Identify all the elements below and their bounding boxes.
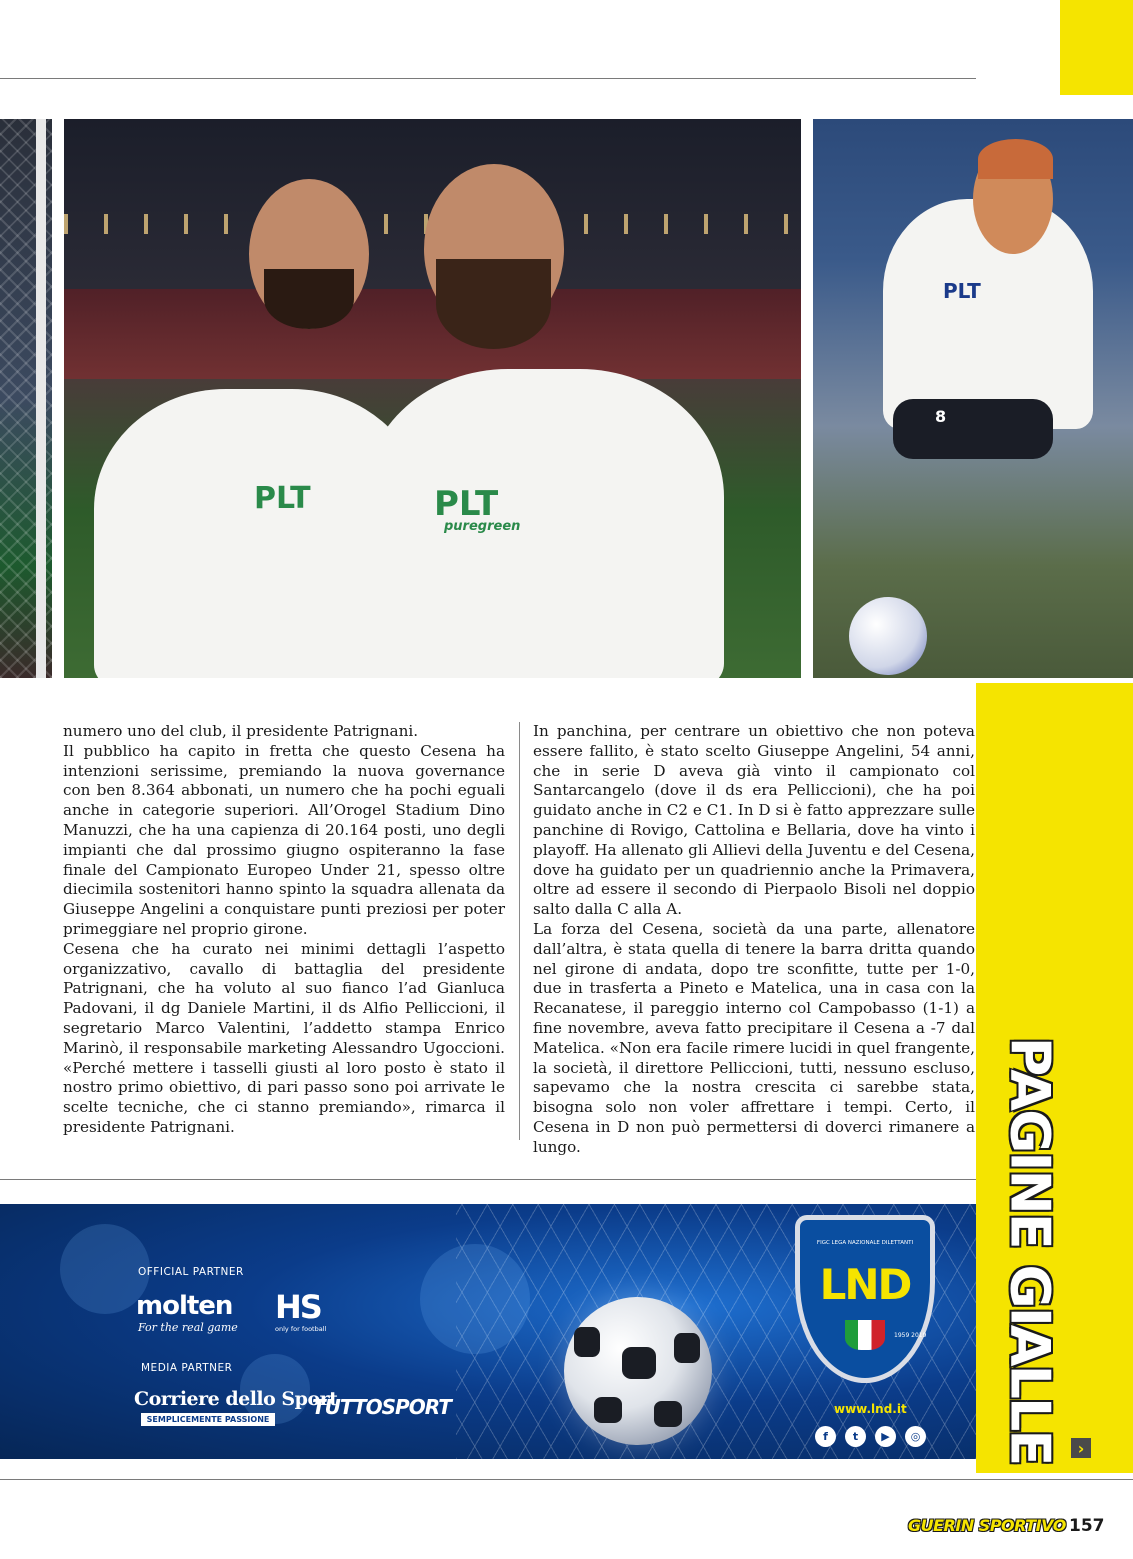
- molten-tagline: For the real game: [138, 1321, 238, 1334]
- top-rule: [0, 78, 976, 79]
- section-title-vertical: [998, 1036, 1062, 1464]
- lnd-letters: LND: [819, 1260, 911, 1309]
- sponsor-logo: PLT: [943, 279, 981, 303]
- player-shorts: [893, 399, 1053, 459]
- paragraph: La forza del Cesena, società da una parte, allenatore dall’altra, è stata quella di tenere la barra dritta quando nel girone di andata, dopo tre sconfitte, tutte per 1-0, due in trasferta a Pineto e Matelica, una in casa con la Recanatese, il pareggio interno col Campobasso (1-1) a fine novembre, aveva fatto precipitare il Cesena a -7 dal Matelica. «Non era facile rimere lucidi in quel frangente, la società, il direttore Pelliccioni, tutti, nessuno escluso, sapevamo che la nostra crescita ci sarebbe stata, bisogna solo non voler affrettare i tempi. Certo, il Cesena in D non può permettersi di doverci rimanere a lungo.: [533, 919, 975, 1156]
- player-right-shirt: [364, 369, 724, 678]
- ball-patch: [594, 1397, 622, 1423]
- match-ball: [849, 597, 927, 675]
- youtube-icon[interactable]: ▶: [875, 1426, 896, 1447]
- corriere-dello-sport-logo: Corriere dello Sport: [134, 1388, 338, 1410]
- ball-patch: [654, 1401, 682, 1427]
- yellow-band-top: [1060, 0, 1133, 95]
- hs-logo: HS: [275, 1288, 321, 1326]
- magazine-logo: GUERIN SPORTIVO: [908, 1516, 1066, 1535]
- twitter-icon[interactable]: t: [845, 1426, 866, 1447]
- football-graphic: [564, 1297, 712, 1445]
- media-partner-label: MEDIA PARTNER: [141, 1362, 233, 1374]
- paragraph: Cesena che ha curato nei minimi dettagli l’aspetto organizzativo, cavallo di battaglia del presidente Patrignani, che ha voluto al suo fianco l’ad Gianluca Padovani, il dg Daniele Martini, il ds Alfio Pelliccioni, il segretario Marco Valentini, l’addetto stampa Enrico Marinò, il responsabile marketing Alessandro Ugoccioni. «Perché mettere i tasselli giusti al loro posto è stato il nostro primo obiettivo, di pari passo sono poi arrivate le scelte tecniche, che ci stanno premiando», rimarca il presidente Patrignani.: [63, 939, 505, 1136]
- molten-logo: molten: [136, 1291, 233, 1321]
- lnd-website-link[interactable]: www.lnd.it: [834, 1402, 907, 1416]
- player-hair: [978, 139, 1053, 179]
- sponsor-logo-left: PLT: [254, 481, 311, 516]
- footer-rule: [0, 1479, 1133, 1480]
- player-left-beard: [264, 269, 354, 329]
- corriere-tagline: SEMPLICEMENTE PASSIONE: [141, 1413, 275, 1426]
- ball-patch: [674, 1333, 700, 1363]
- lnd-years: 1959 2019: [894, 1332, 927, 1339]
- paragraph: numero uno del club, il presidente Patrignani.: [63, 722, 419, 740]
- column-divider: [519, 722, 520, 1140]
- section-rule: [0, 1179, 976, 1180]
- ball-patch: [622, 1347, 656, 1379]
- paragraph: Il pubblico ha capito in fretta che questo Cesena ha intenzioni serissime, premiando la nuova governance con ben 8.364 abbonati, un numero che ha pochi eguali anche in categorie superiori. All’Orogel Stadium Dino Manuzzi, che ha una capienza di 20.164 posti, uno degli impianti che dal prossimo giugno ospiteranno la fase finale del Campionato Europeo Under 21, spesso oltre diecimila sostenitori hanno spinto la squadra allenata da Giuseppe Angelini a conquistare punti preziosi per poter primeggiare nel proprio girone.: [63, 741, 505, 938]
- italian-flag-icon: [845, 1320, 885, 1350]
- photo-players-celebrating: [64, 119, 801, 678]
- article-column-right: [533, 722, 975, 1158]
- official-partner-label: OFFICIAL PARTNER: [138, 1266, 244, 1278]
- goal-post: [36, 119, 46, 678]
- stadium-stand: [64, 289, 801, 379]
- player-right-beard: [436, 259, 551, 349]
- hs-tagline: only for football: [275, 1325, 327, 1333]
- ball-patch: [574, 1327, 600, 1357]
- facebook-icon[interactable]: f: [815, 1426, 836, 1447]
- bokeh-light: [420, 1244, 530, 1354]
- article-column-left: [63, 722, 505, 1138]
- photo-player-running: [813, 119, 1133, 678]
- section-title-text: PAGINE GIALLE: [998, 1036, 1062, 1464]
- paragraph: In panchina, per centrare un obiettivo che non poteva essere fallito, è stato scelto Giuseppe Angelini, 54 anni, che in serie D aveva già vinto il campionato col Santarcangelo (dove il ds era Pelliccioni), che ha poi guidato anche in C2 e C1. In D si è fatto apprezzare sulle panchine di Rovigo, Cattolina e Bellaria, dove ha vinto i playoff. Ha allenato gli Allievi della Juventu e del Cesena, dove ha guidato per un quadriennio anche la Primavera, oltre ad essere il secondo di Pierpaolo Bisoli nel doppio salto dalla C alla A.: [533, 722, 975, 919]
- photo-goalkeeper: [0, 119, 52, 678]
- sponsor-sub-right: puregreen: [444, 519, 521, 534]
- instagram-icon[interactable]: ◎: [905, 1426, 926, 1447]
- sponsor-logo-right: PLT: [434, 484, 499, 524]
- next-page-arrow-icon[interactable]: ›: [1071, 1438, 1091, 1458]
- tuttosport-logo: TUTTOSPORT: [312, 1395, 451, 1419]
- shirt-number: 8: [935, 407, 947, 426]
- lnd-federation-text: FIGC LEGA NAZIONALE DILETTANTI: [816, 1240, 914, 1246]
- page-number: 157: [1069, 1516, 1105, 1536]
